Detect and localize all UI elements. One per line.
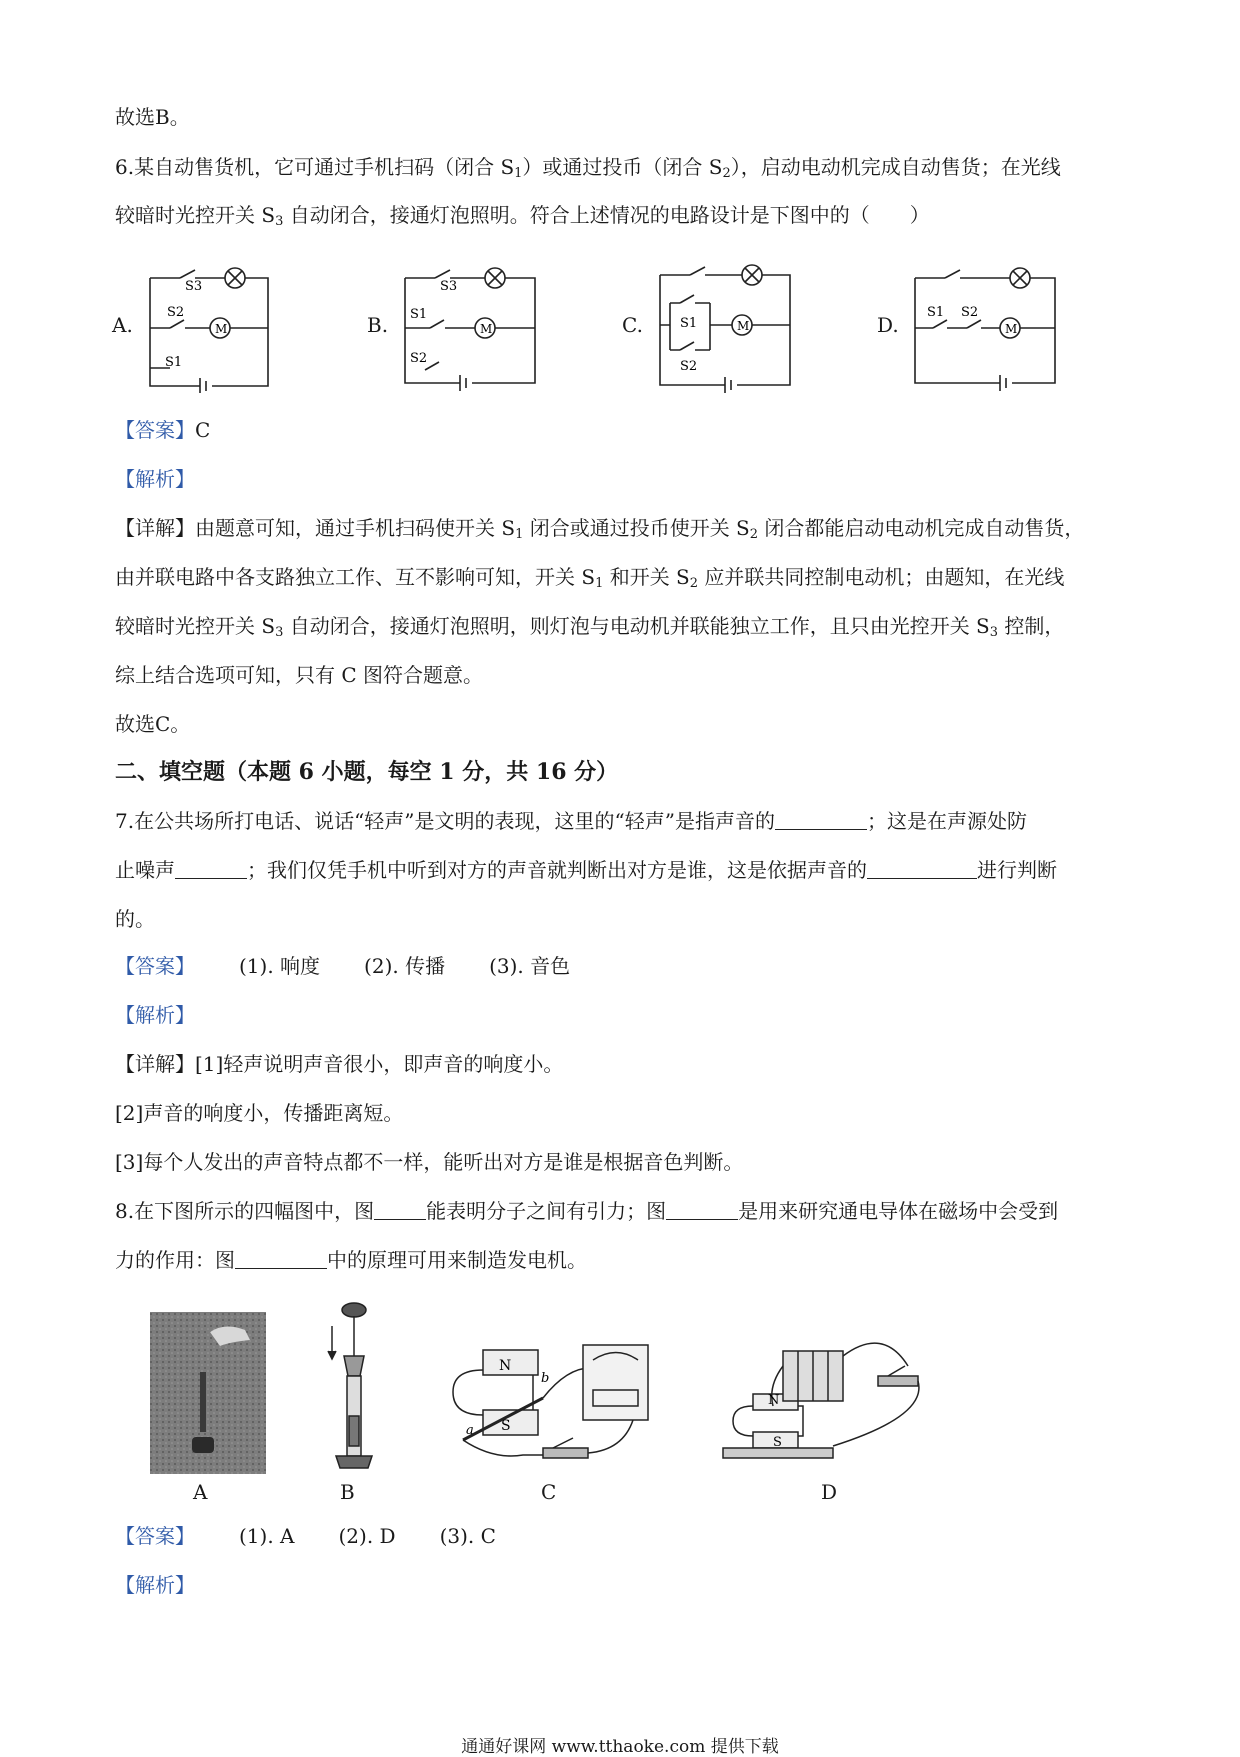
circuit-d-s1: S1 (927, 305, 945, 320)
q7-line-1: 7.在公共场所打电话、说话“轻声”是文明的表现，这里的“轻声”是指声音的 ；这是在声源处防 (115, 809, 1027, 833)
q7-line-2: 止噪声 ；我们仅凭手机中听到对方的声音就判断出对方是谁，这是依据声音的 进行判断 (115, 858, 1057, 882)
circuit-a-diagram (140, 258, 280, 393)
option-a-label: A. (112, 313, 133, 337)
q6-detail-4: 综上结合选项可知，只有 C 图符合题意。 (115, 663, 484, 687)
q8-analysis-tag: 【解析】 (115, 1573, 195, 1597)
circuit-b-diagram (395, 258, 545, 393)
q6-analysis-tag: 【解析】 (115, 467, 195, 491)
circuit-d-m: M (1005, 322, 1018, 336)
circuit-a-s1: S1 (165, 355, 183, 370)
section-2-title: 二、填空题（本题 6 小题，每空 1 分，共 16 分） (115, 759, 619, 785)
figure-d-magnet-battery (713, 1326, 938, 1476)
q6-conclusion: 故选C。 (115, 712, 191, 736)
prev-conclusion: 故选B。 (115, 105, 190, 129)
figure-a-lead-blocks-photo (150, 1312, 266, 1474)
q7-line-3: 的。 (115, 907, 155, 931)
detail-tag: 【详解】 (115, 516, 195, 540)
q7-blank-2 (175, 858, 247, 879)
circuit-b-m: M (480, 322, 493, 336)
circuit-c-m: M (737, 319, 750, 333)
figure-b-label: B (340, 1480, 355, 1504)
figure-c-s: S (501, 1418, 511, 1434)
circuit-c-diagram (650, 255, 800, 400)
circuit-a-s3: S3 (185, 279, 203, 294)
answer-tag: 【答案】 (115, 418, 195, 442)
option-c-label: C. (622, 313, 643, 337)
circuit-d-s2: S2 (961, 305, 979, 320)
figure-d-label: D (821, 1480, 838, 1504)
figure-c-b: b (541, 1371, 550, 1386)
figure-d-s: S (773, 1435, 782, 1450)
q7-detail-1: 【详解】[1]轻声说明声音很小，即声音的响度小。 (115, 1052, 564, 1076)
circuit-b-s2: S2 (410, 351, 428, 366)
q8-blank-1 (374, 1199, 426, 1220)
figure-c-label: C (541, 1480, 557, 1504)
figure-d-n: N (768, 1393, 780, 1408)
circuit-c-s2: S2 (680, 359, 698, 374)
option-b-label: B. (367, 313, 389, 337)
q8-answer: 【答案】 (1). A (2). D (3). C (115, 1524, 496, 1548)
q8-blank-3 (235, 1248, 327, 1269)
circuit-d-diagram (905, 258, 1065, 393)
figure-c-magnet-galvanometer (433, 1330, 663, 1480)
circuit-a-s2: S2 (167, 305, 185, 320)
q8-line-2: 力的作用：图 中的原理可用来制造发电机。 (115, 1248, 587, 1272)
figure-b-apparatus (318, 1296, 378, 1476)
q7-analysis-tag: 【解析】 (115, 1003, 195, 1027)
q6-line-1: 6.某自动售货机，它可通过手机扫码（闭合 $S_1$）或通过投币（闭合 $S_2$），启动电动机完成自动售货；在光线 (115, 155, 1061, 181)
page-footer: 通通好课网 www.tthaoke.com 提供下载 (461, 1737, 779, 1757)
q8-line-1: 8.在下图所示的四幅图中，图 能表明分子之间有引力；图 是用来研究通电导体在磁场中会受到 (115, 1199, 1059, 1223)
figure-c-a: a (466, 1423, 474, 1438)
figure-a-label: A (193, 1480, 208, 1504)
q6-line-2: 较暗时光控开关 $S_3$ 自动闭合，接通灯泡照明。符合上述情况的电路设计是下图中的（ ） (115, 203, 930, 229)
circuit-c-s1: S1 (680, 316, 698, 331)
q6-answer: 【答案】C (115, 418, 211, 442)
q7-blank-3 (867, 858, 977, 879)
q6-detail-1: 【详解】由题意可知，通过手机扫码使开关 $S_1$ 闭合或通过投币使开关 $S_2$ 闭合都能启动电动机完成自动售货， (115, 516, 1085, 542)
circuit-b-s1: S1 (410, 307, 428, 322)
option-d-label: D. (877, 313, 899, 337)
figure-c-n: N (499, 1358, 512, 1374)
q6-detail-3: 较暗时光控开关 $S_3$ 自动闭合，接通灯泡照明，则灯泡与电动机并联能独立工作，且只由光控开关 $S_3$ 控制， (115, 614, 1065, 640)
q7-detail-2: [2]声音的响度小，传播距离短。 (115, 1101, 404, 1125)
circuit-b-s3: S3 (440, 279, 458, 294)
q8-blank-2 (666, 1199, 738, 1220)
q7-detail-3: [3]每个人发出的声音特点都不一样，能听出对方是谁是根据音色判断。 (115, 1150, 744, 1174)
circuit-a-m: M (215, 322, 228, 336)
q6-detail-2: 由并联电路中各支路独立工作、互不影响可知，开关 $S_1$ 和开关 $S_2$ 应并联共同控制电动机；由题知，在光线 (115, 565, 1065, 591)
q7-answer: 【答案】 (1). 响度 (2). 传播 (3). 音色 (115, 954, 571, 978)
q7-blank-1 (775, 809, 867, 830)
